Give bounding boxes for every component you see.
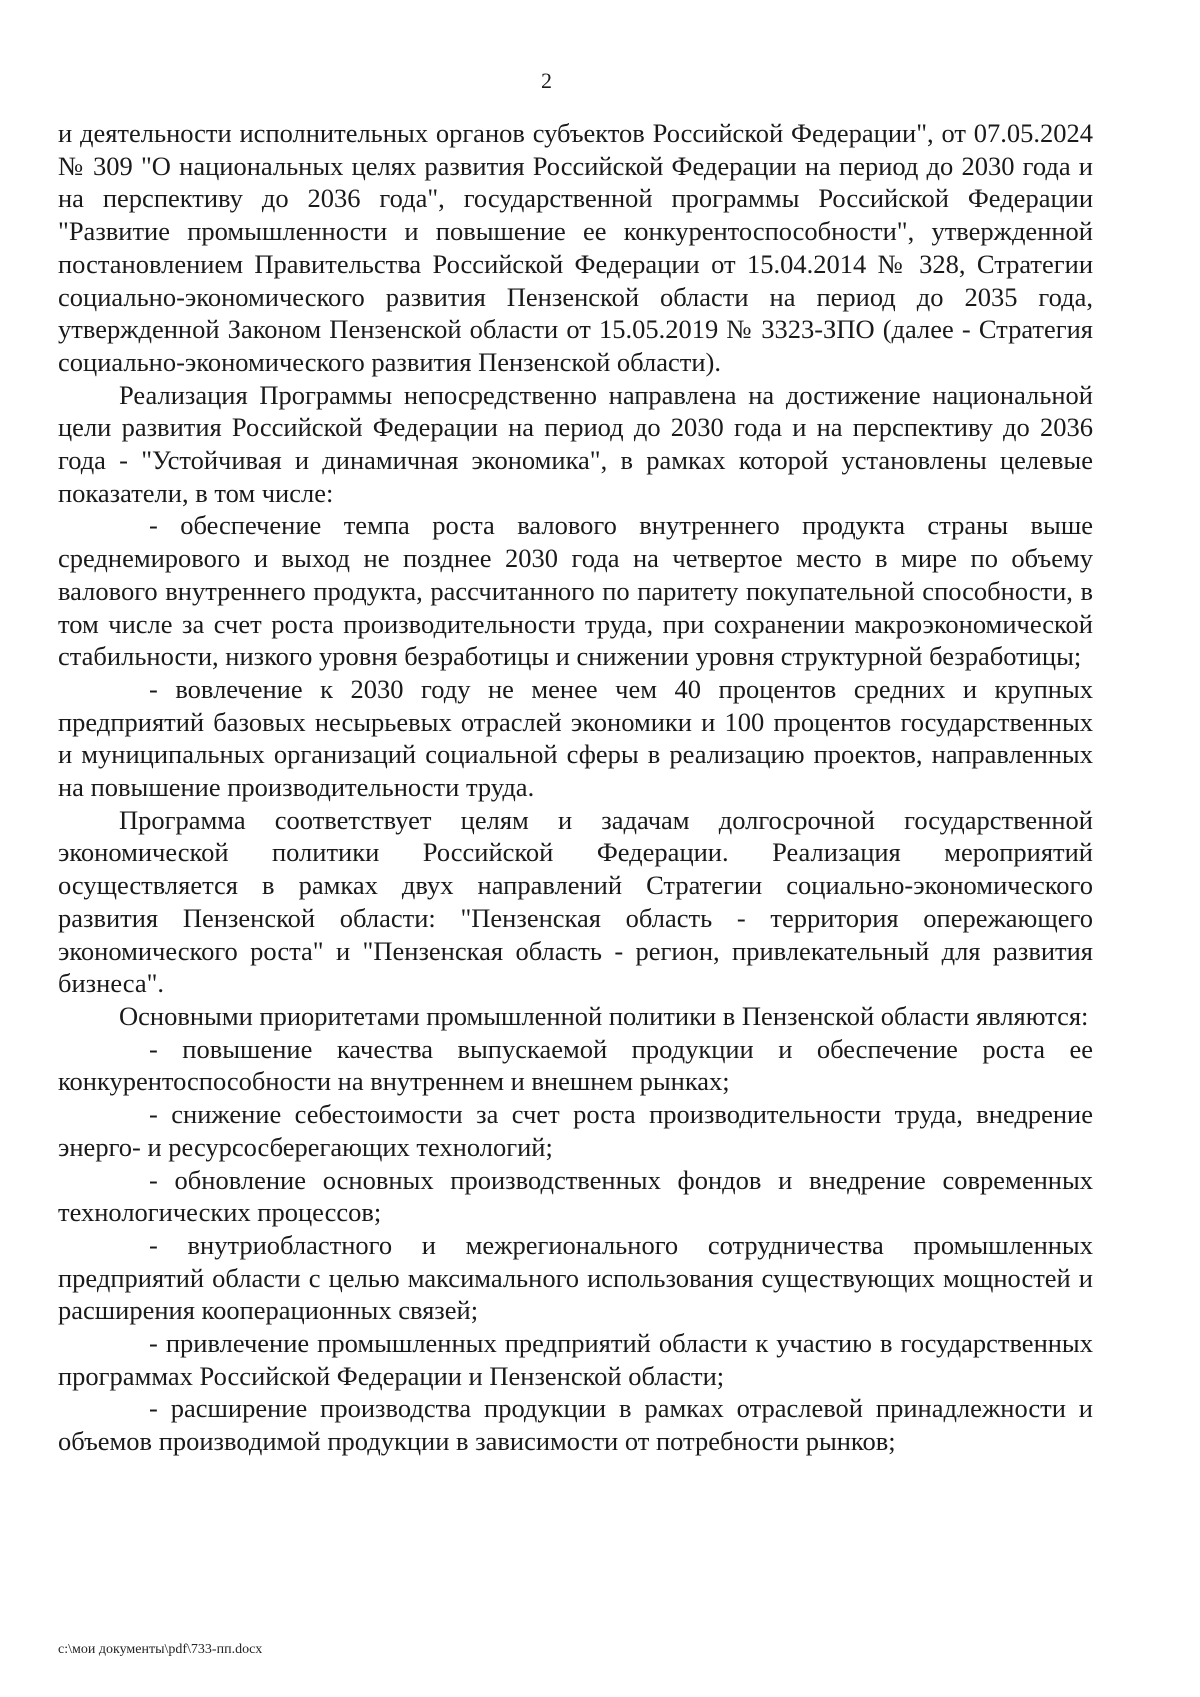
paragraph-program-compliance: Программа соответствует целям и задачам долгосрочной государственной экономической политики Российской Федерации. Реализация мероприятий осуществляется в рамках двух направлений Стратегии социально-экономического развития Пензенской области: "Пензенская область - территория опережающего экономического роста" и "Пензенская область - регион, привлекательный для развития бизнеса". [58,804,1093,999]
list-item-production-expansion: - расширение производства продукции в рамках отраслевой принадлежности и объемов производимой продукции в зависимости от потребности рынков; [58,1393,1093,1457]
list-item-fund-renewal: - обновление основных производственных фондов и внедрение современных технологических процессов; [58,1164,1093,1228]
paragraph-national-goal: Реализация Программы непосредственно направлена на достижение национальной цели развития Российской Федерации на период до 2030 года и на перспективу до 2036 года - "Устойчивая и динамичная экономика", в рамках которой установлены целевые показатели, в том числе: [58,379,1093,508]
list-item-quality: - повышение качества выпускаемой продукции и обеспечение роста ее конкурентоспособности на внутреннем и внешнем рынках; [58,1033,1093,1097]
footer-file-path: c:\мои документы\pdf\733-пп.docx [58,1642,263,1657]
list-item-state-programs: - привлечение промышленных предприятий области к участию в государственных программах Российской Федерации и Пензенской области; [58,1328,1093,1391]
list-item-gdp-growth: - обеспечение темпа роста валового внутреннего продукта страны выше среднемирового и выход не позднее 2030 года на четвертое место в мире по объему валового внутреннего продукта, рассчитанного по паритету покупательной способности, в том числе за счет роста производительности труда, при сохранении макроэкономической стабильности, низкого уровня безработицы и снижении уровня структурной безработицы; [58,510,1093,672]
list-item-productivity-projects: - вовлечение к 2030 году не менее чем 40 процентов средних и крупных предприятий базовых несырьевых отраслей экономики и 100 процентов государственных и муниципальных организаций социальной сферы в реализацию проектов, направленных на повышение производительности труда. [58,673,1093,803]
paragraph-priorities-intro: Основными приоритетами промышленной политики в Пензенской области являются: [119,1000,1089,1031]
paragraph-legal-basis: и деятельности исполнительных органов субъектов Российской Федерации", от 07.05.2024 № 309 "О национальных целях развития Российской Федерации на период до 2030 года и на перспективу до 2036 года", государственной программы Российской Федерации "Развитие промышленности и повышение ее конкурентоспособности", утвержденной постановлением Правительства Российской Федерации от 15.04.2014 № 328, Стратегии социально-экономического развития Пензенской области на период до 2035 года, утвержденной Законом Пензенской области от 15.05.2019 № 3323-ЗПО (далее - Стратегия социально-экономического развития Пензенской области). [58,118,1093,377]
list-item-cost-reduction: - снижение себестоимости за счет роста производительности труда, внедрение энерго- и ресурсосберегающих технологий; [58,1099,1093,1162]
page-number: 2 [541,68,552,93]
document-body [58,117,1093,1458]
list-item-cooperation: - внутриобластного и межрегионального сотрудничества промышленных предприятий области с целью максимального использования существующих мощностей и расширения кооперационных связей; [58,1229,1093,1326]
